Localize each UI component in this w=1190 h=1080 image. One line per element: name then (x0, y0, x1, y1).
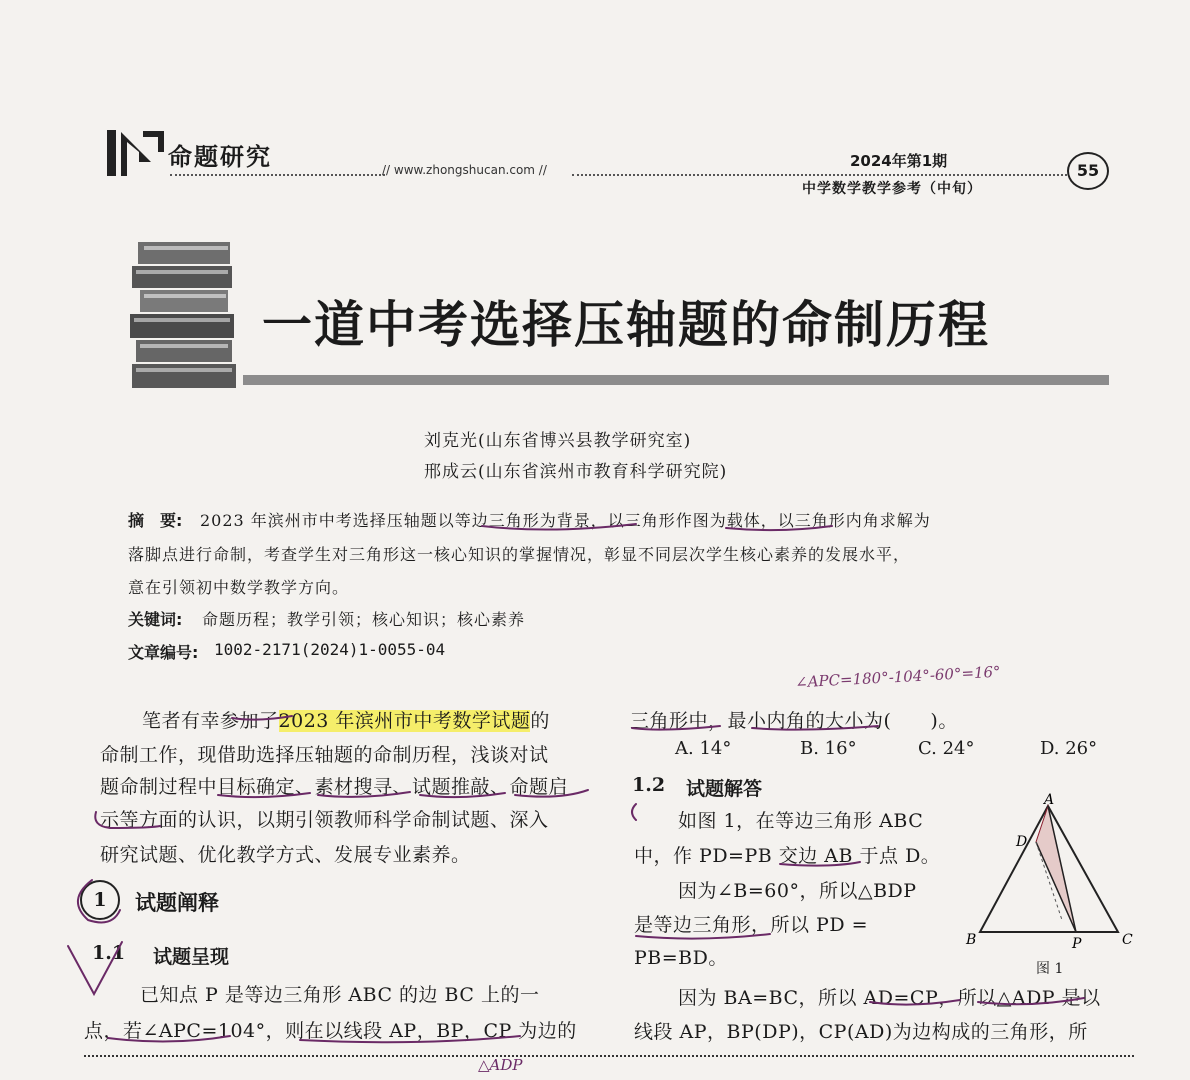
body-line: 点，若∠APC=104°，则在以线段 AP，BP，CP 为边的 (84, 1020, 577, 1042)
vertex-label-c: C (1122, 932, 1133, 948)
answer-option: C. 24° (918, 738, 975, 759)
author-line: 邢成云(山东省滨州市教育科学研究院) (424, 462, 728, 482)
header-dotted-rule (572, 174, 1067, 176)
body-line: 研究试题、优化教学方式、发展专业素养。 (100, 844, 471, 866)
section-name: 命题研究 (168, 143, 272, 171)
bottom-dotted-rule (84, 1055, 1134, 1057)
body-line: 题命制过程中目标确定、素材搜寻、试题推敲、命题启 (100, 776, 569, 798)
subsection-number: 1.2 (632, 774, 666, 796)
abstract-line: 2023 年滨州市中考选择压轴题以等边三角形为背景，以三角形作图为载体，以三角形内角求解为 (200, 511, 931, 530)
hatched-triangle-adp (1036, 806, 1076, 932)
author-line: 刘克光(山东省博兴县教学研究室) (424, 431, 692, 451)
vertex-label-b: B (966, 932, 977, 948)
title-underline-bar (243, 375, 1109, 385)
highlighted-text: 2023 年滨州市中考数学试题 (278, 710, 531, 732)
subsection-title: 试题解答 (686, 778, 763, 800)
journal-name: 中学数学教学参考（中旬） (802, 181, 982, 197)
body-text: 的 (530, 710, 550, 732)
body-text: 笔者有幸参加了 (142, 710, 279, 732)
section-number: 1 (80, 880, 120, 920)
keywords: 命题历程；教学引领；核心知识；核心素养 (202, 610, 526, 629)
abstract-line: 落脚点进行命制，考查学生对三角形这一核心知识的掌握情况，彰显不同层次学生核心素养的发展水平， (128, 545, 911, 564)
subsection-title: 试题呈现 (153, 946, 230, 968)
issue-label: 2024年第1期 (850, 152, 948, 170)
handwritten-note: △ADP (478, 1056, 523, 1074)
page-number: 55 (1067, 152, 1109, 190)
body-line: 示等方面的认识，以期引领教师科学命制试题、深入 (100, 809, 549, 831)
body-line: 是等边三角形，所以 PD = (634, 914, 869, 936)
article-title: 一道中考选择压轴题的命制历程 (262, 296, 990, 354)
answer-option: D. 26° (1040, 738, 1098, 759)
vertex-label-p: P (1072, 936, 1082, 952)
handwritten-note: ∠APC=180°-104°-60°=16° (794, 662, 1002, 692)
keywords-label: 关键词: (128, 610, 183, 629)
body-line: 中，作 PD=PB 交边 AB 于点 D。 (634, 845, 941, 867)
body-line: 因为 BA=BC，所以 AD=CP，所以△ADP 是以 (678, 987, 1101, 1009)
abstract-line: 意在引领初中数学教学方向。 (128, 578, 350, 597)
vertex-label-d: D (1016, 834, 1028, 850)
answer-option: B. 16° (800, 738, 857, 759)
body-line: PB=BD。 (634, 947, 728, 969)
subsection-number: 1.1 (92, 942, 126, 964)
section-title: 试题阐释 (135, 891, 219, 915)
answer-option: A. 14° (675, 738, 732, 759)
body-line: 命制工作，现借助选择压轴题的命制历程，浅谈对试 (100, 744, 549, 766)
body-line: 因为∠B=60°，所以△BDP (678, 880, 917, 902)
pen-mark (632, 804, 636, 820)
body-line: 已知点 P 是等边三角形 ABC 的边 BC 上的一 (140, 984, 540, 1006)
vertex-label-a: A (1044, 792, 1055, 808)
journal-website: // www.zhongshucan.com // (382, 163, 547, 177)
body-line (142, 706, 550, 733)
journal-logo (105, 128, 165, 180)
article-number: 1002-2171(2024)1-0055-04 (214, 640, 446, 659)
book-stack-icon (130, 236, 240, 391)
body-line: 三角形中，最小内角的大小为( )。 (630, 710, 958, 732)
abstract-label: 摘 要: (128, 511, 183, 530)
body-line: 线段 AP，BP(DP)，CP(AD)为边构成的三角形，所 (634, 1021, 1088, 1043)
header-dotted-rule (170, 174, 385, 176)
article-number-label: 文章编号: (128, 643, 199, 662)
figure-caption: 图 1 (1036, 961, 1064, 977)
body-line: 如图 1，在等边三角形 ABC (678, 810, 924, 832)
